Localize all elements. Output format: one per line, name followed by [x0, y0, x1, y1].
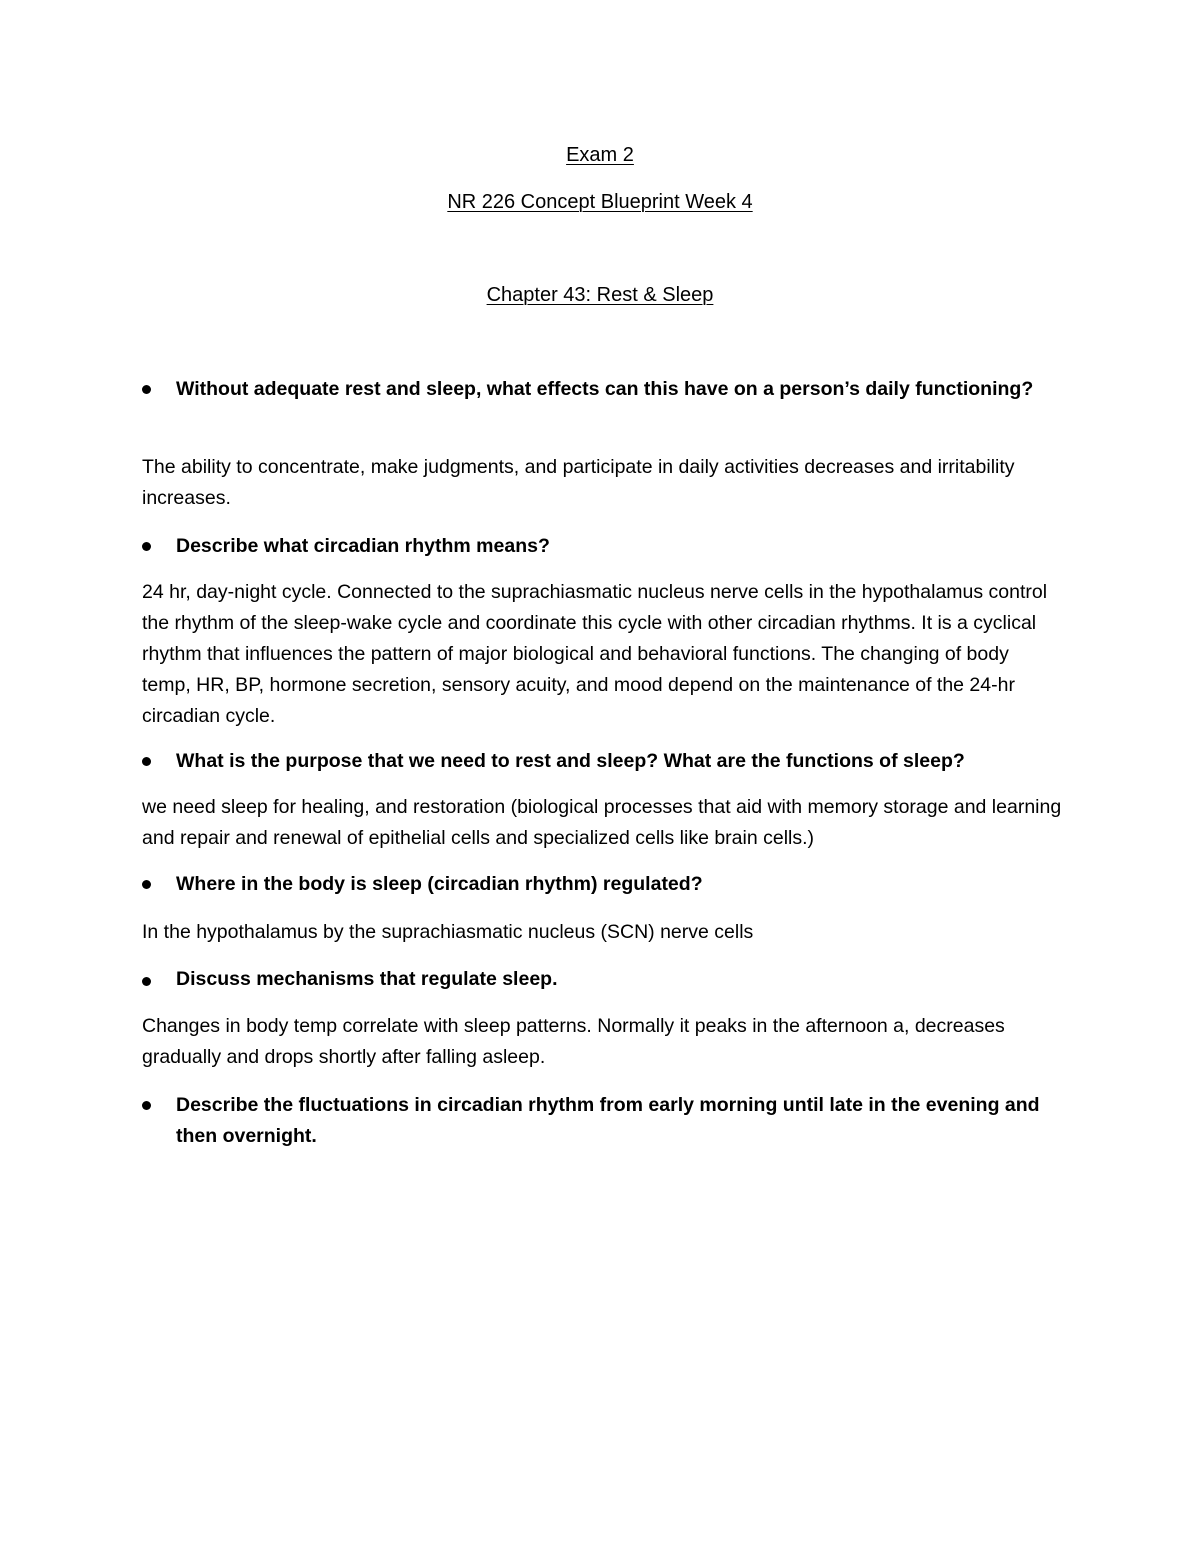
- course-title: NR 226 Concept Blueprint Week 4: [447, 191, 753, 213]
- question-2: Describe what circadian rhythm means?: [176, 535, 550, 557]
- question-5: Discuss mechanisms that regulate sleep.: [176, 968, 558, 990]
- answer-4: In the hypothalamus by the suprachiasmatic nucleus (SCN) nerve cells: [142, 921, 754, 943]
- question-6: Describe the fluctuations in circadian rhythm from early morning until late in the evening and then overnight.: [176, 1094, 1040, 1147]
- answer-5: Changes in body temp correlate with sleep patterns. Normally it peaks in the afternoon a, decreases gradually and drops shortly after falling asleep.: [142, 1015, 1005, 1068]
- question-1: Without adequate rest and sleep, what effects can this have on a person’s daily functioning?: [176, 378, 1034, 400]
- bullet-icon: [142, 542, 151, 551]
- bullet-icon: [142, 977, 151, 986]
- chapter-title: Chapter 43: Rest & Sleep: [486, 284, 714, 306]
- bullet-icon: [142, 385, 151, 394]
- bullet-icon: [142, 880, 151, 889]
- question-4: Where in the body is sleep (circadian rhythm) regulated?: [176, 873, 703, 895]
- answer-2: 24 hr, day-night cycle. Connected to the suprachiasmatic nucleus nerve cells in the hypothalamus control the rhythm of the sleep-wake cycle and coordinate this cycle with other circadian rhythms. It is a cyclical rhythm that influences the pattern of major biological and behavioral functions. The changing of body temp, HR, BP, hormone secretion, sensory acuity, and mood depend on the maintenance of the 24-hr circadian cycle.: [142, 581, 1048, 727]
- bullet-icon: [142, 1101, 151, 1110]
- exam-title: Exam 2: [566, 144, 634, 166]
- bullet-icon: [142, 757, 151, 766]
- answer-3: we need sleep for healing, and restoration (biological processes that aid with memory storage and learning and repair and renewal of epithelial cells and specialized cells like brain cells.): [142, 796, 1062, 849]
- answer-1: The ability to concentrate, make judgments, and participate in daily activities decreases and irritability increases.: [142, 456, 1015, 509]
- question-3: What is the purpose that we need to rest and sleep? What are the functions of sleep?: [176, 750, 965, 772]
